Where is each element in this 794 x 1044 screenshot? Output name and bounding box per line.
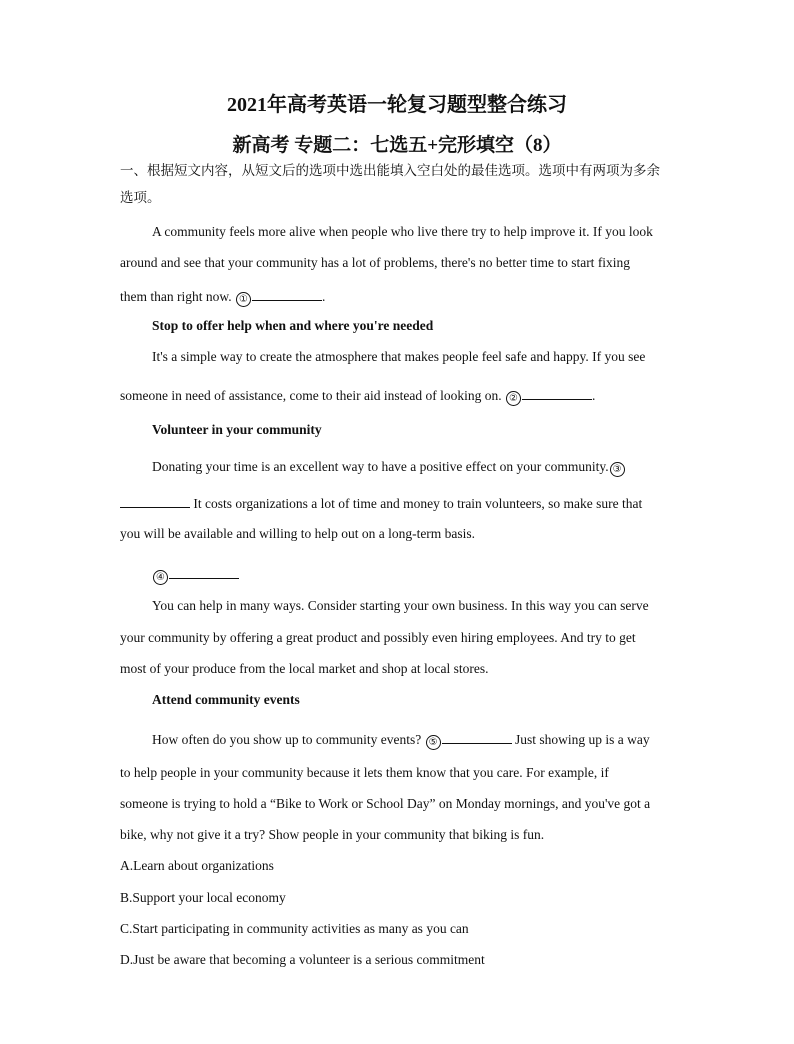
blank-1[interactable] [252, 286, 322, 301]
passage-p5-line-1-tail: Just showing up is a way [514, 732, 650, 747]
blank-4[interactable] [169, 564, 239, 579]
section-heading-2: Volunteer in your community [152, 422, 322, 437]
passage-p3-line-1-text: Donating your time is an excellent way to have a positive effect on your community. [152, 459, 609, 474]
instructions-line-1: 一、根据短文内容，从短文后的选项中选出能填入空白处的最佳选项。选项中有两项为多余 [120, 163, 660, 178]
passage-p1-line-3-text: them than right now. [120, 289, 232, 304]
passage-p3-line-2-text: It costs organizations a lot of time and money to train volunteers, so make sure that [193, 496, 643, 511]
option-c: C.Start participating in community activities as many as you can [120, 921, 469, 936]
passage-p5-line-1 [152, 729, 650, 750]
blank-3[interactable] [120, 493, 190, 508]
option-a: A.Learn about organizations [120, 858, 274, 873]
passage-p1-line-1: A community feels more alive when people who live there try to help improve it. If you look [152, 224, 653, 239]
option-b: B.Support your local economy [120, 890, 286, 905]
passage-p3-line-3: you will be available and willing to help out on a long-term basis. [120, 526, 476, 541]
passage-p2-line-1: It's a simple way to create the atmosphere that makes people feel safe and happy. If you see [152, 349, 646, 364]
blank-number-4: ④ [153, 570, 168, 585]
passage-p1-line-2: around and see that your community has a lot of problems, there's no better time to start fixing [120, 255, 631, 270]
passage-p5-line-3: someone is trying to hold a “Bike to Work or School Day” on Monday mornings, and you've got a [120, 796, 651, 811]
page-title: 2021年高考英语一轮复习题型整合练习 [227, 94, 567, 116]
passage-p4-line-3: most of your produce from the local market and shop at local stores. [120, 661, 489, 676]
passage-p3-line-2 [120, 493, 642, 513]
passage-p5-line-4: bike, why not give it a try? Show people in your community that biking is fun. [120, 827, 545, 842]
section-heading-3: Attend community events [152, 692, 300, 707]
passage-p4-line-1: You can help in many ways. Consider starting your own business. In this way you can serve [152, 598, 649, 613]
passage-p4-line-2: your community by offering a great product and possibly even hiring employees. And try to get [120, 630, 636, 645]
passage-p3-line-1 [152, 458, 626, 477]
blank-number-3: ③ [610, 462, 625, 477]
blank-number-1: ① [236, 292, 251, 307]
blank-number-5: ⑤ [426, 735, 441, 750]
page-subtitle: 新高考 专题二：七选五+完形填空（8） [232, 135, 562, 156]
passage-p1-line-3: them than right now. ① . [120, 286, 325, 307]
section-heading-1: Stop to offer help when and where you're needed [152, 318, 434, 333]
instructions-line-2: 选项。 [120, 190, 161, 205]
passage-p2-line-2-text: someone in need of assistance, come to their aid instead of looking on. [120, 388, 502, 403]
blank-number-2: ② [506, 391, 521, 406]
blank-5[interactable] [442, 729, 512, 744]
blank-2[interactable] [522, 385, 592, 400]
passage-p5-line-1-text: How often do you show up to community events? [152, 732, 422, 747]
option-d: D.Just be aware that becoming a volunteer is a serious commitment [120, 952, 485, 967]
passage-p2-line-2: someone in need of assistance, come to their aid instead of looking on. ② . [120, 385, 595, 406]
heading-blank-4 [152, 564, 239, 585]
passage-p5-line-2: to help people in your community because it lets them know that you care. For example, if [120, 765, 609, 780]
